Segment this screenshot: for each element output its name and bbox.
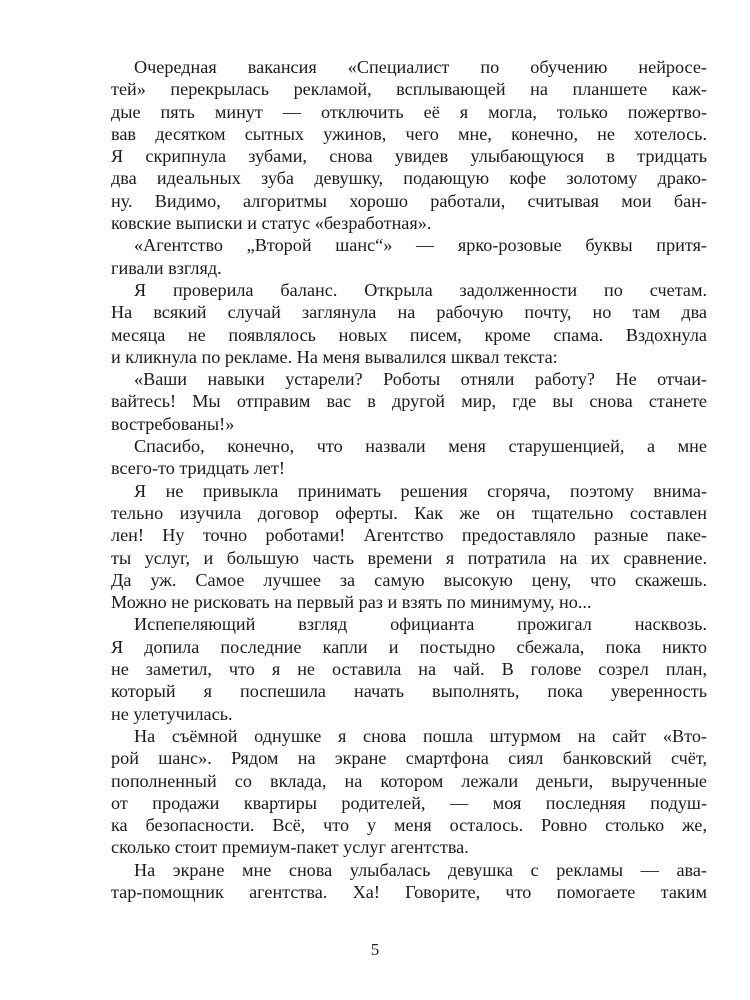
text-line: гивали взгляд. (111, 257, 222, 278)
text-line: который я поспешила начать выполнять, пока уверенность (111, 681, 707, 702)
text-line: ну. Видимо, алгоритмы хорошо работали, считывая мои бан- (111, 190, 707, 211)
text-line: ты услуг, и большую часть времени я потратила на их сравнение. (111, 547, 707, 568)
text-line: востребованы!» (111, 413, 235, 434)
page-body-text (111, 56, 707, 903)
text-line: от продажи квартиры родителей, — моя последняя подуш- (111, 792, 707, 813)
text-line: и кликнула по рекламе. На меня вывалился шквал текста: (111, 346, 558, 367)
text-line: Я допила последние капли и постыдно сбежала, пока никто (111, 636, 707, 657)
text-line: Я не привыкла принимать решения сгоряча, поэтому внима- (134, 480, 707, 501)
text-line: «Агентство „Второй шанс“» — ярко-розовые буквы притя- (134, 235, 707, 256)
text-line: Спасибо, конечно, что назвали меня старушенцией, а мне (134, 436, 707, 457)
text-line: два идеальных зуба девушку, подающую кофе золотому драко- (111, 168, 707, 189)
text-line: тей» перекрылась рекламой, всплывающей на планшете каж- (111, 79, 707, 100)
text-line: Можно не рисковать на первый раз и взять по минимуму, но... (111, 592, 592, 613)
text-line: Да уж. Самое лучшее за самую высокую цену, что скажешь. (111, 569, 707, 590)
text-line: тельно изучила договор оферты. Как же он тщательно составлен (111, 502, 707, 523)
text-line: сколько стоит премиум-пакет услуг агентства. (111, 837, 469, 858)
text-line: ковские выписки и статус «безработная». (111, 213, 432, 234)
text-line: не заметил, что я не оставила на чай. В голове созрел план, (111, 659, 707, 680)
text-line: не улетучилась. (111, 703, 233, 724)
text-line: ка безопасности. Всё, что у меня осталось. Ровно столько же, (111, 815, 707, 836)
text-line: дые пять минут — отключить её я могла, только пожертво- (111, 101, 707, 122)
text-line: тар-помощник агентства. Ха! Говорите, что помогаете таким (111, 881, 707, 902)
text-line: На экране мне снова улыбалась девушка с рекламы — ава- (134, 859, 707, 880)
text-line: На всякий случай заглянула на рабочую почту, но там два (111, 302, 707, 323)
text-line: вав десятком сытных ужинов, чего мне, конечно, не хотелось. (111, 123, 707, 144)
text-line: «Ваши навыки устарели? Роботы отняли работу? Не отчаи- (134, 369, 707, 390)
text-line: лен! Ну точно роботами! Агентство предоставляло разные паке- (111, 525, 707, 546)
page-number: 5 (370, 940, 380, 959)
text-line: рой шанс». Рядом на экране смартфона сиял банковский счёт, (111, 748, 707, 769)
text-line: Испепеляющий взгляд официанта прожигал насквозь. (134, 614, 707, 635)
text-line: пополненный со вклада, на котором лежали деньги, вырученные (111, 770, 707, 791)
text-line: На съёмной однушке я снова пошла штурмом на сайт «Вто- (134, 725, 707, 746)
text-line: Очередная вакансия «Специалист по обучению нейросе- (134, 57, 707, 77)
text-line: Я скрипнула зубами, снова увидев улыбающуюся в тридцать (111, 146, 707, 167)
text-line: всего-то тридцать лет! (111, 458, 285, 479)
text-line: Я проверила баланс. Открыла задолженности по счетам. (134, 279, 707, 300)
text-line: вайтесь! Мы отправим вас в другой мир, где вы снова станете (111, 391, 707, 412)
text-line: месяца не появлялось новых писем, кроме спама. Вздохнула (111, 324, 707, 345)
